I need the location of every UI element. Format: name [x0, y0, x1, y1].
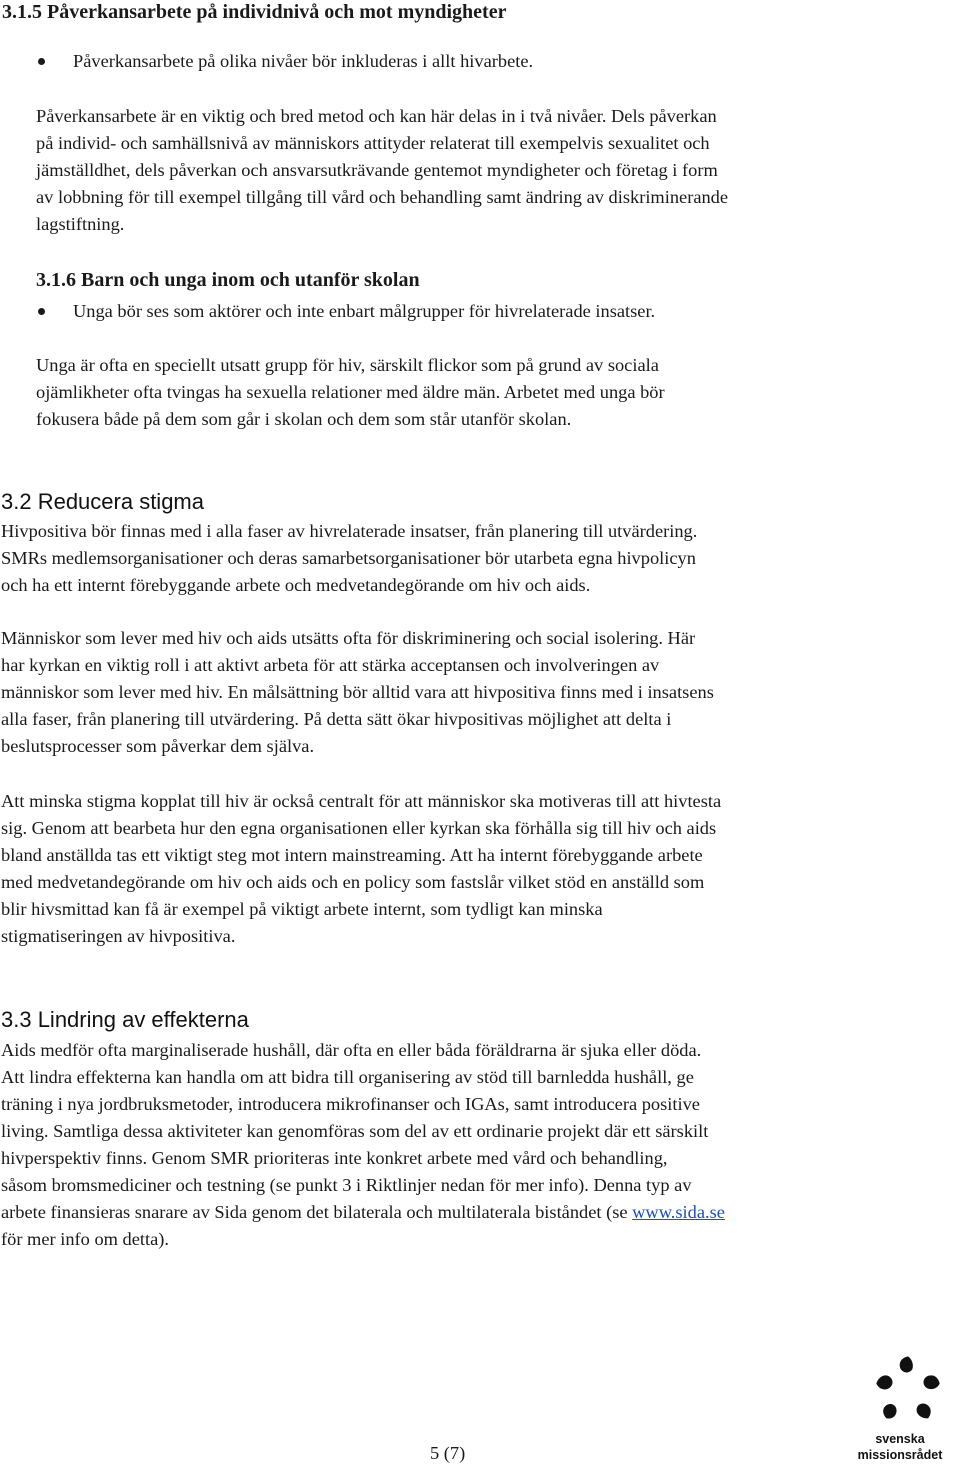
text-line: Aids medför ofta marginaliserade hushåll, där ofta en eller båda föräldrarna är sjuka eller döda.: [1, 1040, 702, 1060]
paragraph-3-2-c: [1, 788, 721, 950]
text-line-with-link: [1, 1199, 725, 1226]
text-line: träning i nya jordbruksmetoder, introducera mikrofinanser och IGAs, samt introducera positive: [1, 1094, 700, 1114]
text-line: SMRs medlemsorganisationer och deras samarbetsorganisationer bör utarbeta egna hivpolicyn: [1, 548, 696, 568]
text-line: alla faser, från planering till utvärdering. På detta sätt ökar hivpositivas möjlighet att delta i: [1, 709, 672, 729]
svenska-missionsradet-logo-icon: [872, 1352, 944, 1424]
heading-3-2: 3.2 Reducera stigma: [1, 489, 204, 514]
text-line: living. Samtliga dessa aktiviteter kan genomföras som del av ett ordinarie projekt där ett särskilt: [1, 1121, 709, 1141]
text-line: sig. Genom att bearbeta hur den egna organisationen eller kyrkan ska förhålla sig till hiv och aids: [1, 818, 717, 838]
text-line: hivperspektiv finns. Genom SMR prioriteras inte konkret arbete med vård och behandling,: [1, 1148, 668, 1168]
text-line: Människor som lever med hiv och aids utsätts ofta för diskriminering och social isolering. Här: [1, 628, 696, 648]
text-line: och ha ett internt förebyggande arbete och medvetandegörande om hiv och aids.: [1, 575, 591, 595]
text-line: jämställdhet, dels påverkan och ansvarsutkrävande gentemot myndigheter och företag i form: [36, 160, 718, 180]
logo-stroke: [923, 1375, 939, 1389]
text-line: Att minska stigma kopplat till hiv är också centralt för att människor ska motiveras till att hivtesta: [1, 791, 722, 811]
paragraph-3-1-5: [36, 103, 728, 238]
logo-stroke: [876, 1375, 892, 1389]
heading-3-3: 3.3 Lindring av effekterna: [1, 1007, 249, 1032]
text-line: för mer info om detta).: [1, 1229, 170, 1249]
text-line: Påverkansarbete är en viktig och bred metod och kan här delas in i två nivåer. Dels påverkan: [36, 106, 717, 126]
text-before-link: arbete finansieras snarare av Sida genom det bilaterala och multilaterala biståndet (se: [1, 1202, 633, 1222]
heading-3-1-5: 3.1.5 Påverkansarbete på individnivå och mot myndigheter: [2, 1, 507, 23]
text-line: Att lindra effekterna kan handla om att bidra till organisering av stöd till barnledda hushåll, ge: [1, 1067, 694, 1087]
heading-3-1-6: 3.1.6 Barn och unga inom och utanför skolan: [36, 269, 420, 291]
page-number: 5 (7): [430, 1443, 466, 1463]
bullet-text: Påverkansarbete på olika nivåer bör inkluderas i allt hivarbete.: [73, 51, 534, 71]
text-line: med medvetandegörande om hiv och aids och en policy som fastslår vilket stöd en anställd som: [1, 872, 705, 892]
paragraph-3-2-b: [1, 625, 714, 760]
logo-text-line2: missionsrådet: [857, 1448, 943, 1462]
logo-stroke: [883, 1404, 896, 1419]
text-line: människor som lever med hiv. En målsättning bör alltid vara att hivpositiva finns med i insatsens: [1, 682, 714, 702]
text-line: Hivpositiva bör finnas med i alla faser av hivrelaterade insatser, från planering till utvärdering.: [1, 521, 698, 541]
text-line: på individ- och samhällsnivå av människors attityder relaterat till exempelvis sexualitet och: [36, 133, 710, 153]
text-line: beslutsprocesser som påverkar dem själva.: [1, 736, 315, 756]
paragraph-3-3: [1, 1037, 725, 1253]
paragraph-3-2-a: [1, 518, 697, 599]
text-line: av lobbning för till exempel tillgång till vård och behandling samt ändring av diskriminerande: [36, 187, 729, 207]
logo-stroke: [917, 1404, 931, 1419]
text-line: stigmatiseringen av hivpositiva.: [1, 926, 236, 946]
paragraph-3-1-6: [36, 352, 665, 433]
text-line: blir hivsmittad kan få är exempel på viktigt arbete internt, som tydligt kan minska: [1, 899, 603, 919]
sida-link[interactable]: www.sida.se: [632, 1202, 725, 1222]
logo-stroke: [900, 1356, 913, 1372]
text-line: bland anställda tas ett viktigt steg mot intern mainstreaming. Att ha internt förebyggande arbete: [1, 845, 703, 865]
text-line: lagstiftning.: [36, 214, 125, 234]
text-line: har kyrkan en viktig roll i att aktivt arbeta för att stärka acceptansen och involveringen av: [1, 655, 660, 675]
bullet-dot-icon: [38, 308, 45, 315]
logo-text-line1: svenska: [875, 1432, 925, 1446]
text-line: fokusera både på dem som går i skolan och dem som står utanför skolan.: [36, 409, 572, 429]
text-line: Unga är ofta en speciellt utsatt grupp för hiv, särskilt flickor som på grund av sociala: [36, 355, 659, 375]
bullet-text: Unga bör ses som aktörer och inte enbart målgrupper för hivrelaterade insatser.: [73, 301, 656, 321]
text-line: ojämlikheter ofta tvingas ha sexuella relationer med äldre män. Arbetet med unga bör: [36, 382, 665, 402]
text-line: såsom bromsmediciner och testning (se punkt 3 i Riktlinjer nedan för mer info). Denna typ av: [1, 1175, 692, 1195]
bullet-dot-icon: [38, 58, 45, 65]
